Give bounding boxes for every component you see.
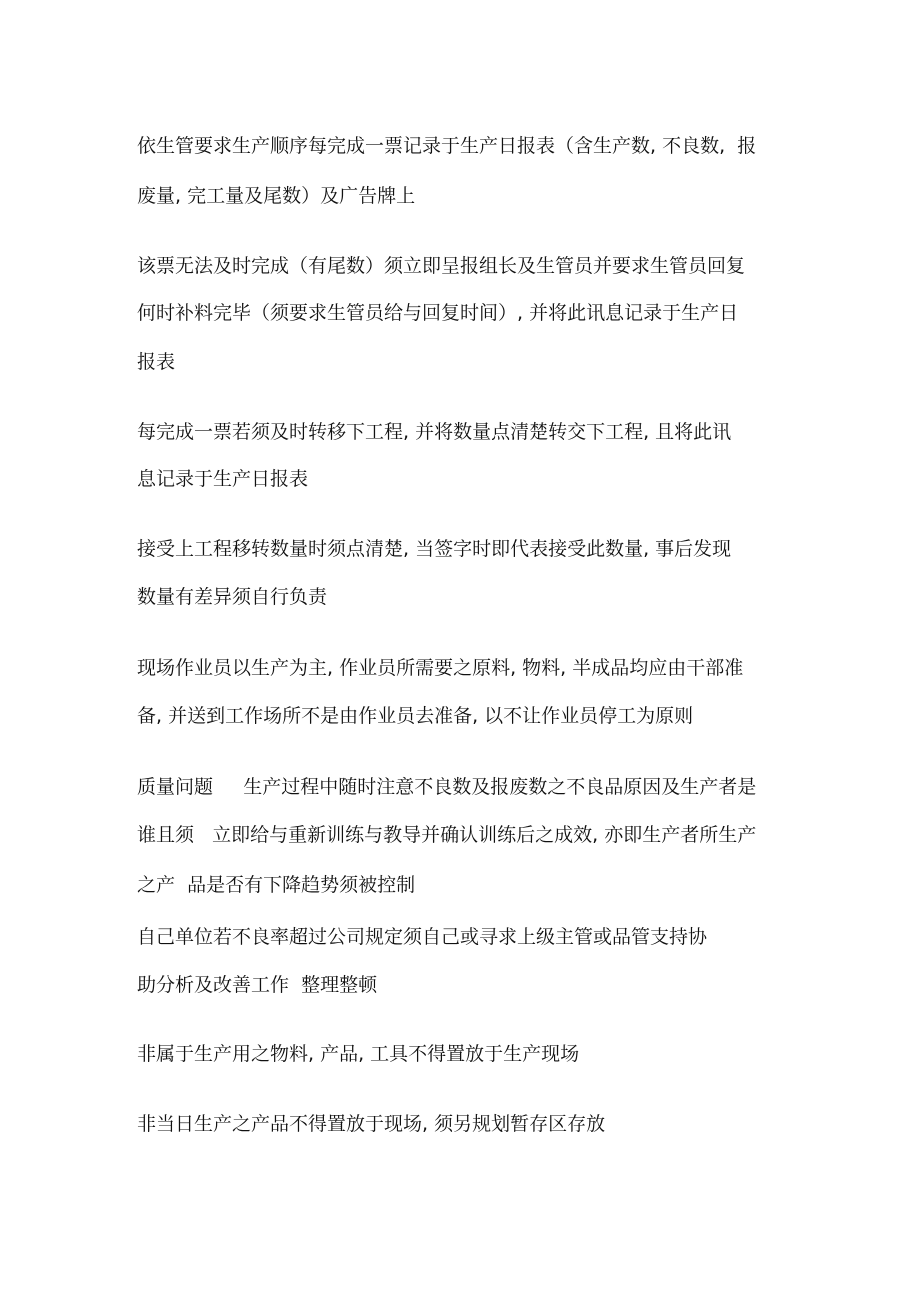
paragraph-line: 接受上工程移转数量时须点清楚, 当签字时即代表接受此数量, 事后发现 xyxy=(137,538,732,560)
paragraph-line: 废量, 完工量及尾数）及广告牌上 xyxy=(137,185,416,207)
paragraph-line: 自己单位若不良率超过公司规定须自己或寻求上级主管或品管支持协 xyxy=(137,926,708,948)
paragraph-line: 息记录于生产日报表 xyxy=(137,468,309,490)
paragraph-line: 依生管要求生产顺序每完成一票记录于生产日报表（含生产数, 不良数, 报 xyxy=(137,135,757,157)
paragraph-line: 备, 并送到工作场所不是由作业员去准备, 以不让作业员停工为原则 xyxy=(137,705,694,727)
paragraph-line: 非当日生产之产品不得置放于现场, 须另规划暂存区存放 xyxy=(137,1113,606,1135)
paragraph-line: 报表 xyxy=(137,351,176,373)
paragraph-line: 现场作业员以生产为主, 作业员所需要之原料, 物料, 半成品均应由干部准 xyxy=(137,657,744,679)
paragraph-line: 何时补料完毕（须要求生管员给与回复时间）, 并将此讯息记录于生产日 xyxy=(137,302,739,324)
paragraph-line: 非属于生产用之物料, 产品, 工具不得置放于生产现场 xyxy=(137,1043,580,1065)
paragraph-line: 质量问题 生产过程中随时注意不良数及报废数之不良品原因及生产者是 xyxy=(137,776,757,798)
paragraph-line: 数量有差异须自行负责 xyxy=(137,586,328,608)
paragraph-line: 该票无法及时完成（有尾数）须立即呈报组长及生管员并要求生管员回复 xyxy=(137,255,746,277)
paragraph-line: 谁且须 立即给与重新训练与教导并确认训练后之成效, 亦即生产者所生产 xyxy=(137,824,757,846)
paragraph-line: 之产 品是否有下降趋势须被控制 xyxy=(137,874,416,896)
paragraph-line: 每完成一票若须及时转移下工程, 并将数量点清楚转交下工程, 且将此讯 xyxy=(137,421,732,443)
paragraph-line: 助分析及改善工作 整理整顿 xyxy=(137,974,378,996)
